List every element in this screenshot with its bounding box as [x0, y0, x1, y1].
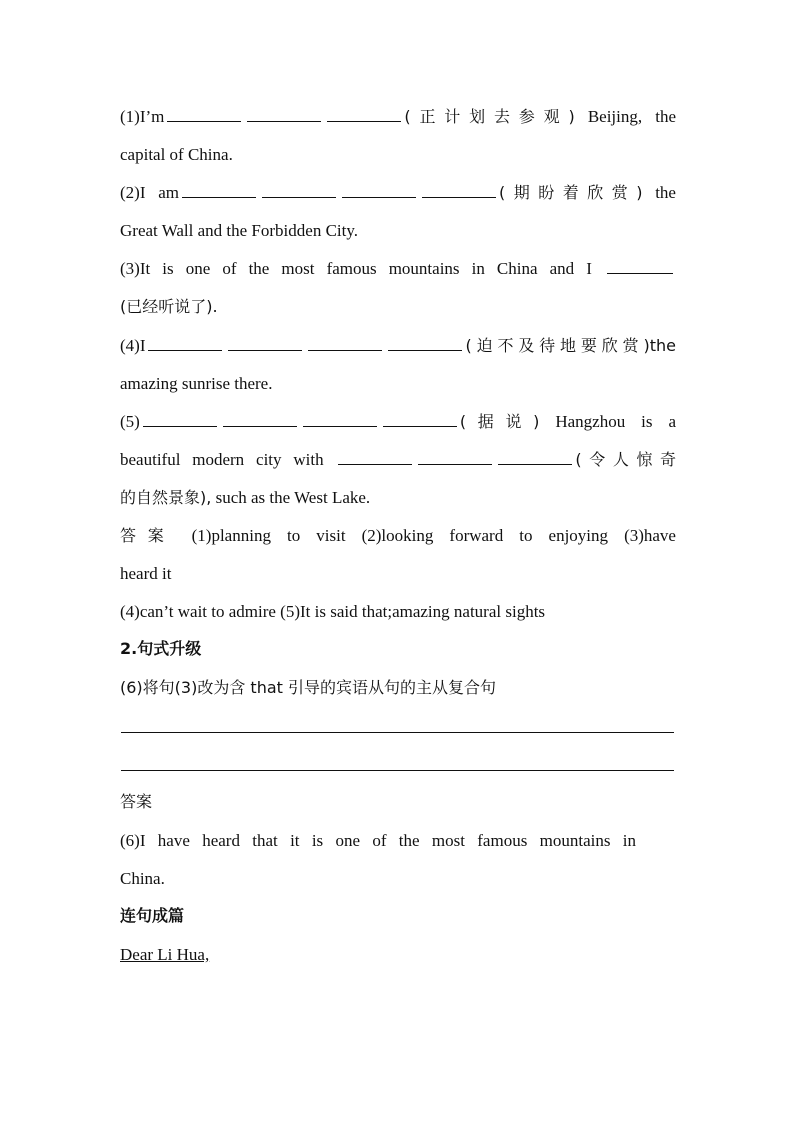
question-1-line-1 — [120, 106, 676, 128]
answer-blank[interactable] — [498, 449, 572, 465]
q5-prefix: (5) — [120, 412, 140, 431]
answer-writing-line[interactable] — [121, 770, 674, 771]
answer-1-line-1 — [120, 525, 676, 547]
q3-text: (3)It is one of the most famous mountains in China and I — [120, 259, 592, 278]
q1-after-hint: Beijing, — [587, 107, 643, 126]
question-5-line-2 — [120, 449, 676, 471]
letter-salutation: Dear Li Hua, — [120, 945, 210, 964]
answer-blank[interactable] — [418, 449, 492, 465]
answer-blank[interactable] — [262, 182, 336, 198]
q5-after-hint: Hangzhou is a — [555, 412, 676, 431]
q2-hint: (期盼着欣赏) — [499, 183, 643, 202]
answer-blank[interactable] — [308, 335, 382, 351]
q4-hint: (迫不及待地要欣赏)the — [465, 336, 676, 355]
answer-blank[interactable] — [338, 449, 412, 465]
question-5-line-3 — [120, 487, 676, 509]
q4-prefix: (4)I — [120, 336, 146, 355]
q1-tail: the — [655, 107, 676, 126]
q5-line2-prefix: beautiful modern city with — [120, 450, 324, 469]
q5-hint: (据说) — [459, 412, 540, 431]
section-2-heading: 2.句式升级 — [120, 639, 202, 658]
answer-1-text: (1)planning to visit (2)looking forward to enjoying (3)have — [191, 526, 676, 545]
answer-2-label: 答案 — [120, 792, 153, 811]
q2-prefix: (2)I am — [120, 183, 179, 202]
answer-blank[interactable] — [148, 335, 222, 351]
question-1-line-2: capital of China. — [120, 145, 233, 164]
q2-tail: the — [655, 183, 676, 202]
answer-blank[interactable] — [383, 411, 457, 427]
answer-blank[interactable] — [167, 106, 241, 122]
question-3-line-1 — [120, 258, 676, 280]
answer-blank[interactable] — [388, 335, 462, 351]
question-6: (6)将句(3)改为含 that 引导的宾语从句的主从复合句 — [120, 678, 496, 697]
q5-line2-hint: (令人惊奇 — [575, 450, 677, 469]
answer-blank[interactable] — [182, 182, 256, 198]
answer-blank[interactable] — [223, 411, 297, 427]
q5-line3-cn: 的自然景象), — [120, 488, 212, 507]
question-4-line-1 — [120, 335, 676, 357]
answer-blank[interactable] — [607, 258, 673, 274]
answer-writing-line[interactable] — [121, 732, 674, 733]
question-4-line-2: amazing sunrise there. — [120, 374, 273, 393]
answer-label: 答案 — [120, 526, 176, 545]
section-3-heading: 连句成篇 — [120, 906, 185, 925]
answer-2-line-2: China. — [120, 869, 165, 888]
q1-prefix: (1)I’m — [120, 107, 165, 126]
answer-blank[interactable] — [143, 411, 217, 427]
q5-line3-en: such as the West Lake. — [215, 488, 371, 507]
question-2-line-2: Great Wall and the Forbidden City. — [120, 221, 358, 240]
answer-blank[interactable] — [303, 411, 377, 427]
q1-hint: (正计划去参观) — [404, 107, 575, 126]
answer-blank[interactable] — [327, 106, 401, 122]
answer-1-line-2: heard it — [120, 564, 172, 583]
answer-blank[interactable] — [228, 335, 302, 351]
answer-blank[interactable] — [247, 106, 321, 122]
answer-blank[interactable] — [342, 182, 416, 198]
answer-1-line-3: (4)can’t wait to admire (5)It is said that;amazing natural sights — [120, 602, 546, 621]
question-5-line-1 — [120, 411, 676, 433]
question-3-line-2: (已经听说了). — [120, 297, 218, 316]
answer-2-line-1: (6)I have heard that it is one of the most famous mountains in — [120, 831, 636, 850]
answer-blank[interactable] — [422, 182, 496, 198]
question-2-line-1 — [120, 182, 676, 204]
